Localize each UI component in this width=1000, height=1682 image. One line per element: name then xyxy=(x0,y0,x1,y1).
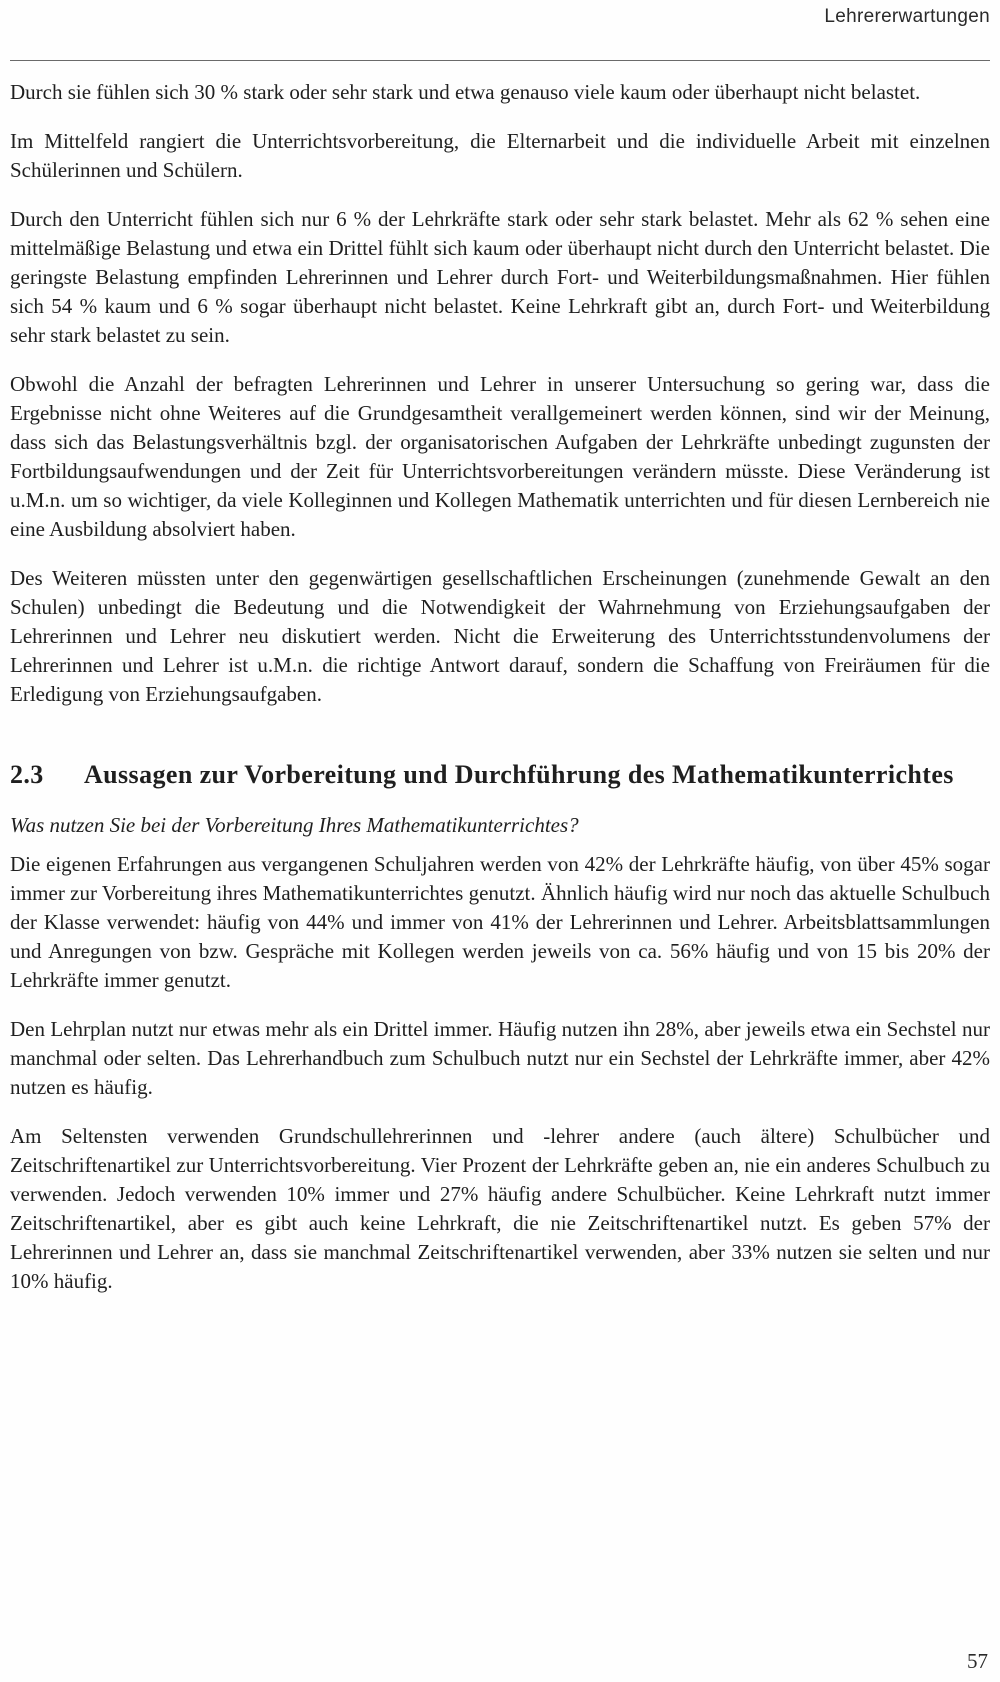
paragraph: Im Mittelfeld rangiert die Unterrichtsvorbereitung, die Elternarbeit und die individuelle Arbeit mit einzelnen Schülerinnen und Schülern. xyxy=(10,129,990,182)
page-number: 57 xyxy=(967,1649,988,1673)
section-heading xyxy=(10,757,990,793)
paragraph: Die eigenen Erfahrungen aus vergangenen Schuljahren werden von 42% der Lehrkräfte häufig, von über 45% sogar immer zur Vorbereitung ihres Mathematikunterrichtes genutzt. Ähnlich häufig wird nur noch das aktuelle Schulbuch der Klasse verwendet: häufig von 44% und immer von 41% der Lehrerinnen und Lehrer. Arbeitsblattsammlungen und Anregungen von bzw. Gespräche mit Kollegen werden jeweils von ca. 56% häufig und von 15 bis 20% der Lehrkräfte immer genutzt. xyxy=(10,852,990,992)
paragraph: Am Seltensten verwenden Grundschullehrerinnen und -lehrer andere (auch ältere) Schulbücher und Zeitschriftenartikel zur Unterrichtsvorbereitung. Vier Prozent der Lehrkräfte geben an, nie ein anderes Schulbuch zu verwenden. Jedoch verwenden 10% immer und 27% häufig andere Schulbücher. Keine Lehrkraft nutzt immer Zeitschriftenartikel, aber es gibt auch keine Lehrkraft, die nie Zeitschriftenartikel nutzt. Es geben 57% der Lehrerinnen und Lehrer an, dass sie manchmal Zeitschriftenartikel verwenden, aber 33% nutzen sie selten und nur 10% häufig. xyxy=(10,1124,990,1293)
page-body xyxy=(10,78,990,1316)
paragraph: Durch den Unterricht fühlen sich nur 6 % der Lehrkräfte stark oder sehr stark belastet. Mehr als 62 % sehen eine mittelmäßige Belastung und etwa ein Drittel fühlt sich kaum oder überhaupt nicht durch den Unterricht belastet. Die geringste Belastung empfinden Lehrerinnen und Lehrer durch Fort- und Weiterbildungsmaßnahmen. Hier fühlen sich 54 % kaum und 6 % sogar überhaupt nicht belastet. Keine Lehrkraft gibt an, durch Fort- und Weiterbildung sehr stark belastet zu sein. xyxy=(10,207,990,347)
survey-question: Was nutzen Sie bei der Vorbereitung Ihres Mathematikunterrichtes? xyxy=(10,813,579,837)
paragraph: Obwohl die Anzahl der befragten Lehrerinnen und Lehrer in unserer Untersuchung so gering war, dass die Ergebnisse nicht ohne Weiteres auf die Grundgesamtheit verallgemeinert werden können, sind wir der Meinung, dass sich das Belastungsverhältnis bzgl. der organisatorischen Aufgaben der Lehrkräfte unbedingt zugunsten der Fortbildungsaufwendungen und der Zeit für Unterrichtsvorbereitungen verändern müsste. Diese Veränderung ist u.M.n. um so wichtiger, da viele Kolleginnen und Kollegen Mathematik unterrichten und für diesen Lernbereich nie eine Ausbildung absolviert haben. xyxy=(10,372,990,541)
section-number: 2.3 xyxy=(10,760,44,789)
paragraph: Durch sie fühlen sich 30 % stark oder sehr stark und etwa genauso viele kaum oder überhaupt nicht belastet. xyxy=(10,80,921,104)
section-title: Aussagen zur Vorbereitung und Durchführung des Mathematikunterrichtes xyxy=(84,760,954,789)
header-divider xyxy=(10,60,990,61)
paragraph: Des Weiteren müssten unter den gegenwärtigen gesellschaftlichen Erscheinungen (zunehmende Gewalt an den Schulen) unbedingt die Bedeutung und die Notwendigkeit der Wahrnehmung von Erziehungsaufgaben der Lehrerinnen und Lehrer neu diskutiert werden. Nicht die Erweiterung des Unterrichtsstundenvolumens der Lehrerinnen und Lehrer ist u.M.n. die richtige Antwort darauf, sondern die Schaffung von Freiräumen für die Erledigung von Erziehungsaufgaben. xyxy=(10,566,990,706)
running-header: Lehrererwartungen xyxy=(824,6,990,27)
paragraph: Den Lehrplan nutzt nur etwas mehr als ein Drittel immer. Häufig nutzen ihn 28%, aber jeweils etwa ein Sechstel nur manchmal oder selten. Das Lehrerhandbuch zum Schulbuch nutzt nur ein Sechstel der Lehrkräfte immer, aber 42% nutzen es häufig. xyxy=(10,1017,990,1099)
